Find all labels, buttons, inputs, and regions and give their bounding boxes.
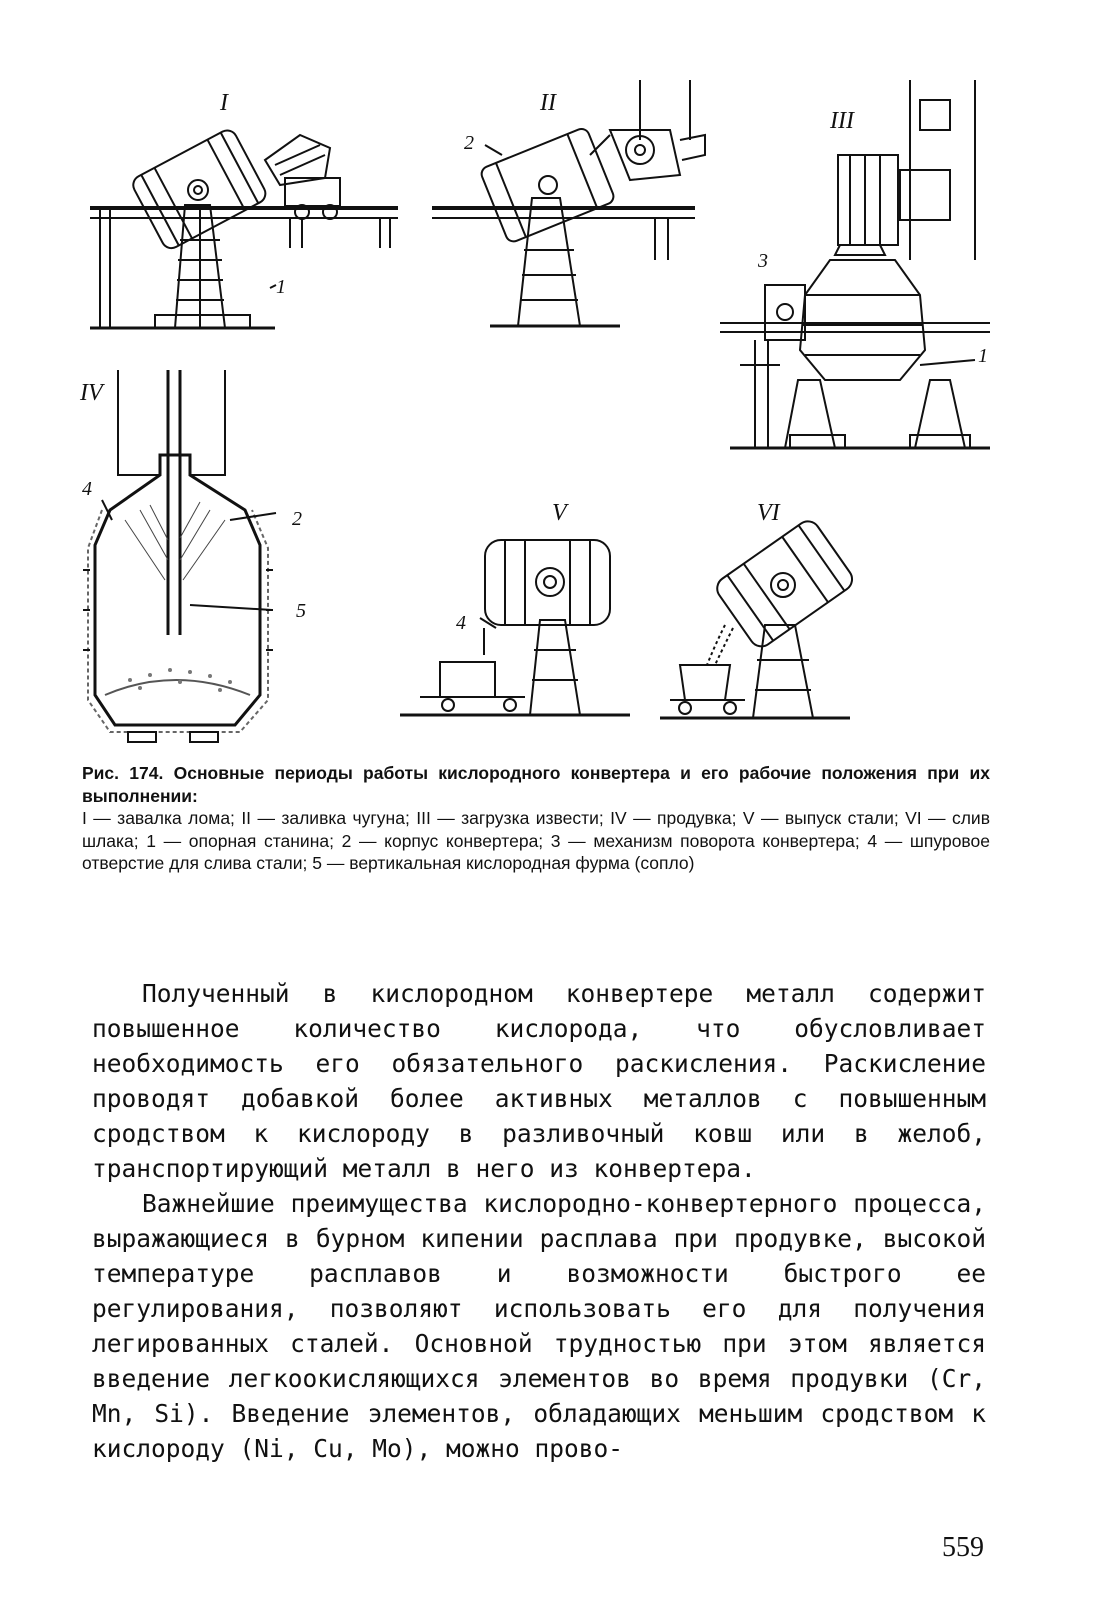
page-number: 559 <box>942 1532 984 1563</box>
caption-legend: I — завалка лома; II — заливка чугуна; III — загрузка извести; IV — продувка; V — выпуск стали; VI — слив шлака; 1 — опорная станина; 2 — корпус конвертера; 3 — механизм поворота конвертера; 4 — шпуровое отверстие для слива стали; 5 — вертикальная кислородная фурма (сопло) <box>82 808 990 873</box>
callout-label: 4 <box>82 478 92 500</box>
callout-label: 5 <box>296 600 306 622</box>
paragraph: Важнейшие преимущества кислородно-конвертерного процесса, выражающиеся в бурном кипении расплава при продувке, высокой температуре расплавов и возможности быстрого ее регулирования, позволяют использовать его для получения легированных сталей. Основной трудностью при этом является введение легкоокисляющихся элементов во время продувки (Cr, Mn, Si). Введение элементов, обладающих меньшим сродством к кислороду (Ni, Cu, Mo), можно прово- <box>92 1189 986 1463</box>
callout-label: 1 <box>276 276 286 298</box>
converter-steel-tapping-drawing <box>400 500 640 730</box>
figure-panel-1 <box>80 90 410 340</box>
converter-blowing-section-drawing <box>80 370 310 750</box>
callout-label: 2 <box>292 508 302 530</box>
caption-title: Рис. 174. Основные периоды работы кислородного конвертера и его рабочие положения при их выполнении: <box>82 763 990 806</box>
panel-label-1: I <box>220 90 228 116</box>
panel-label-3: III <box>830 108 854 134</box>
converter-scrap-loading-drawing <box>80 90 410 340</box>
panel-label-6: VI <box>757 500 780 526</box>
body-text <box>92 976 986 1466</box>
callout-label: 3 <box>758 250 768 272</box>
callout-label: 2 <box>464 132 474 154</box>
figure-caption <box>82 762 990 875</box>
figure-panel-3 <box>720 80 1000 460</box>
panel-label-5: V <box>552 500 567 526</box>
converter-slag-pouring-drawing <box>655 500 855 730</box>
figure-panel-6 <box>655 500 855 730</box>
figure-panel-5 <box>400 500 640 730</box>
panel-label-2: II <box>540 90 556 116</box>
callout-label: 4 <box>456 612 466 634</box>
panel-label-4: IV <box>80 380 103 406</box>
converter-iron-pouring-drawing <box>430 80 710 340</box>
figure-panel-4 <box>80 370 310 750</box>
callout-label: 1 <box>978 345 988 367</box>
paragraph: Полученный в кислородном конвертере металл содержит повышенное количество кислорода, что обусловливает необходимость его обязательного раскисления. Раскисление проводят добавкой более активных металлов с повышенным сродством к кислороду в разливочный ковш или в желоб, транспортирующий металл в него из конвертера. <box>92 979 986 1183</box>
figure-panel-2 <box>430 80 710 340</box>
